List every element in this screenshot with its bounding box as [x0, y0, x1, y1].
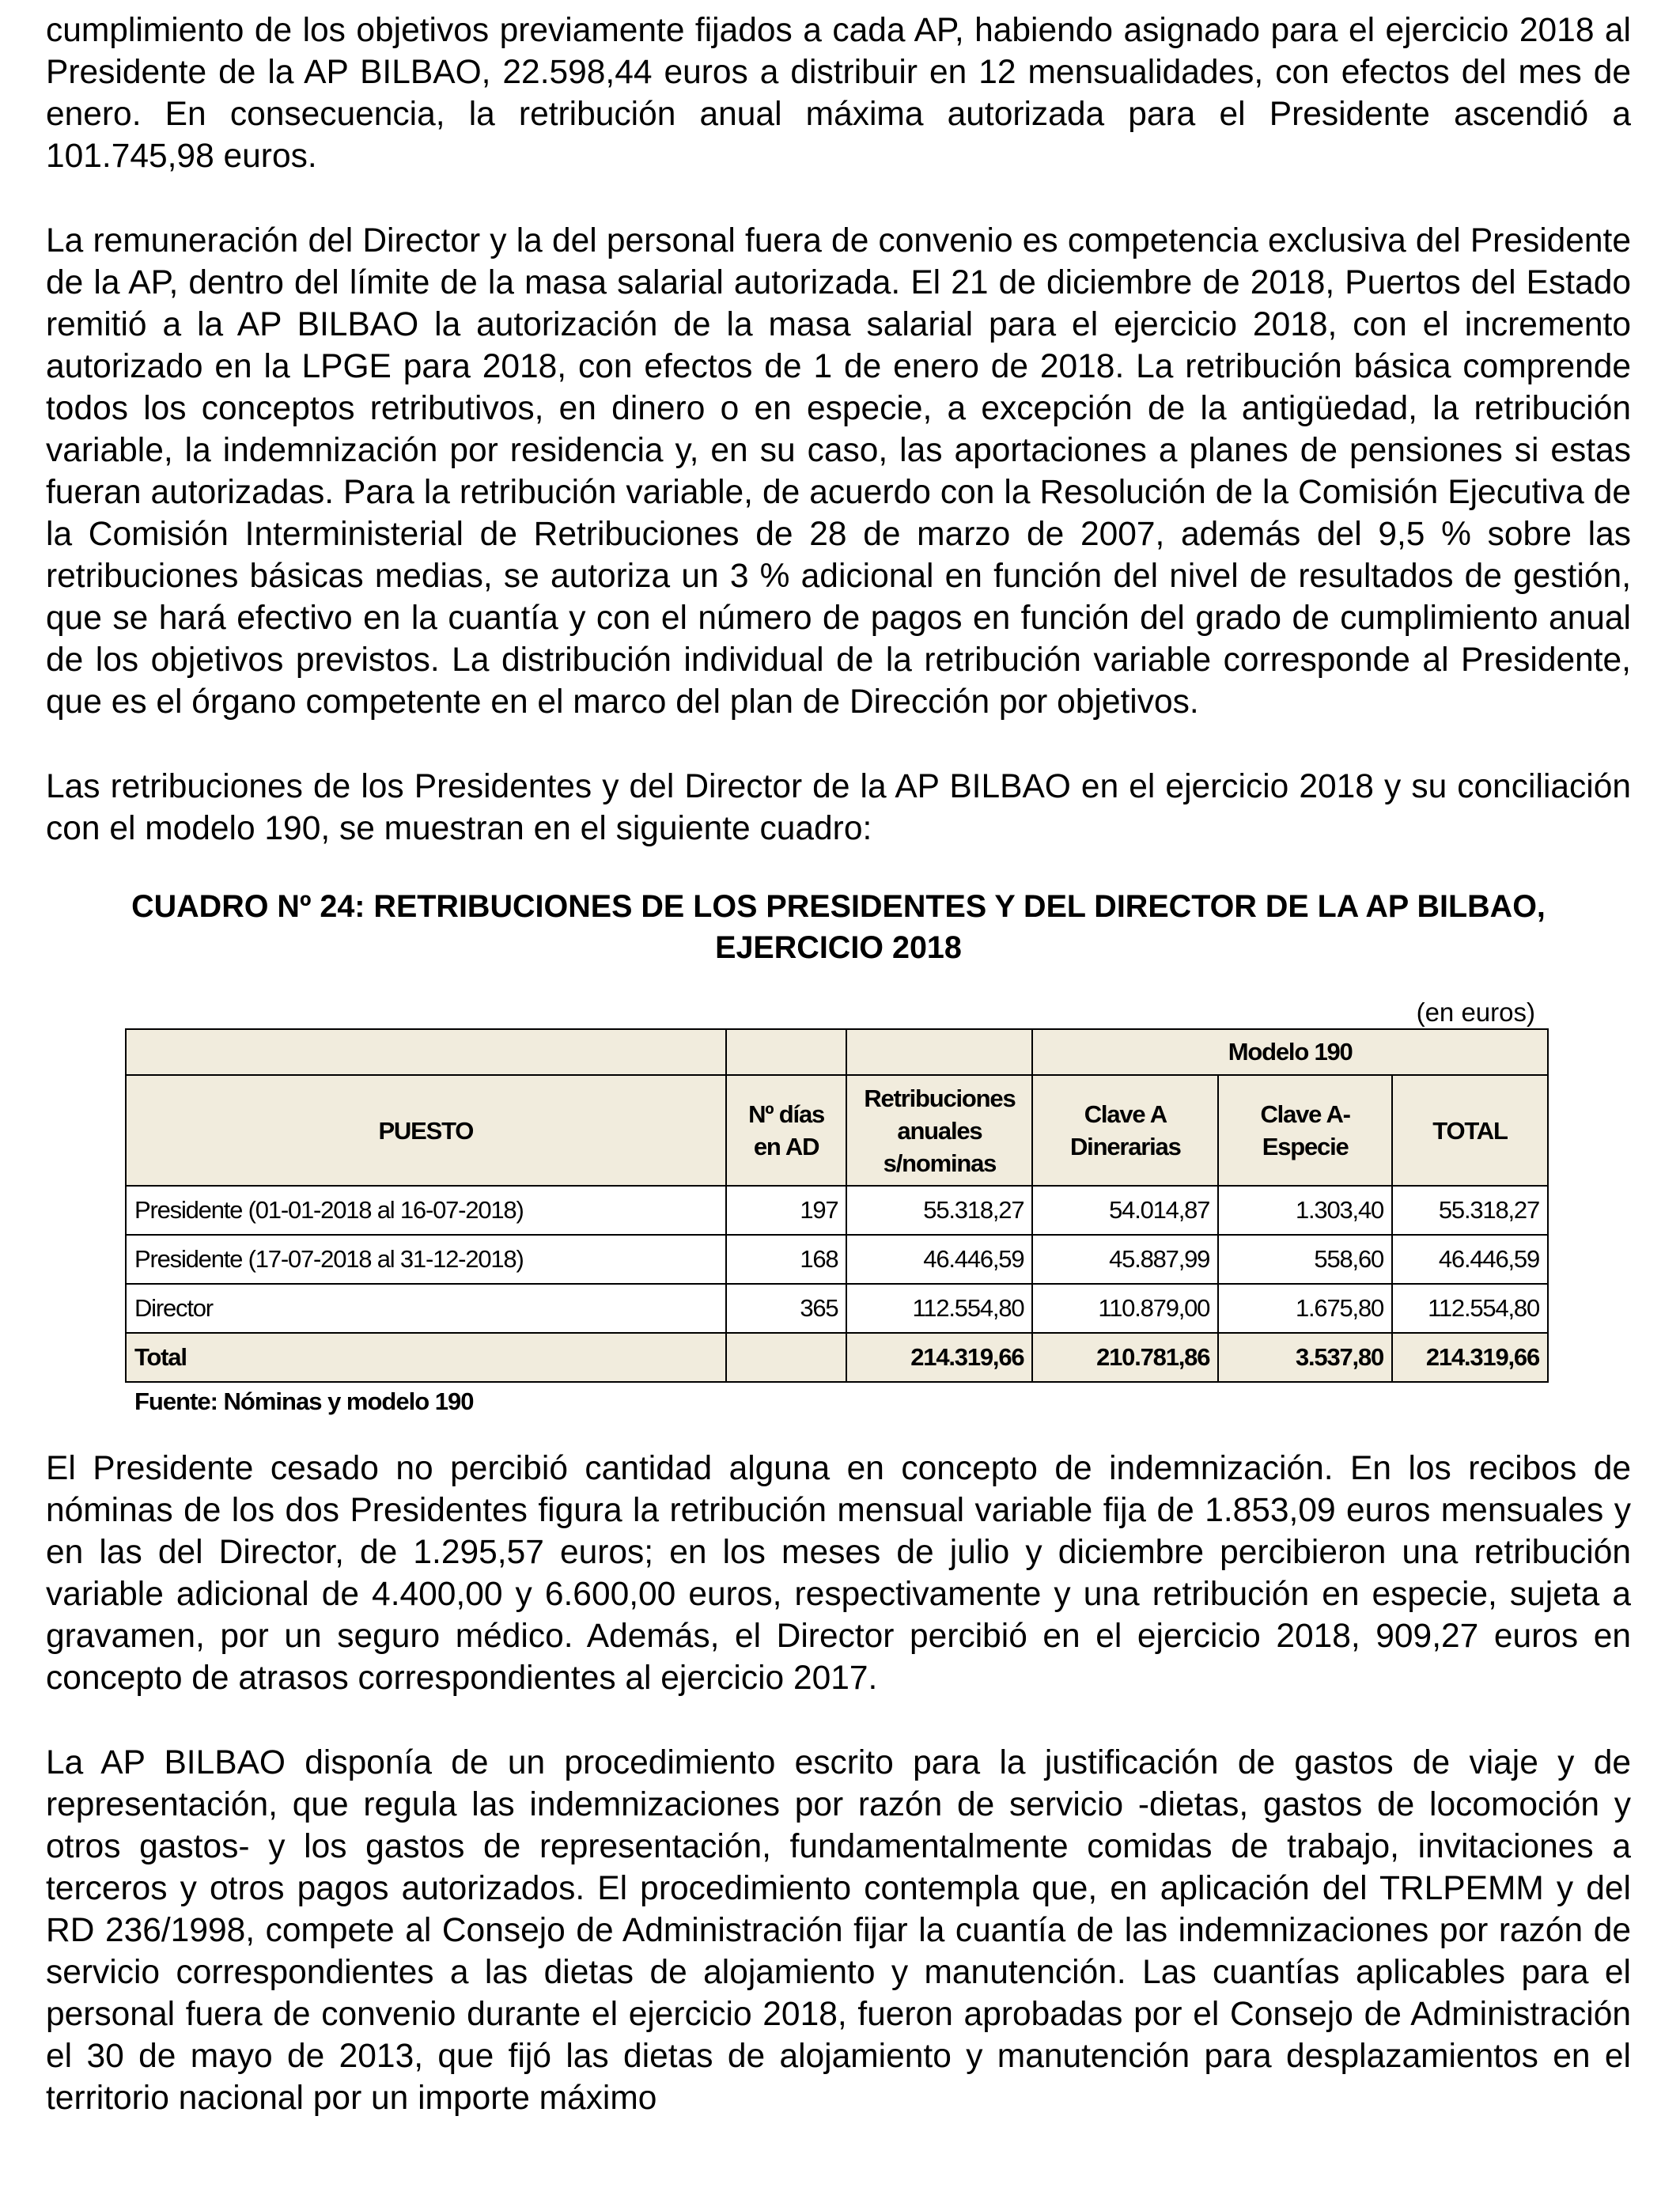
header-puesto: PUESTO	[126, 1075, 726, 1186]
header-retribuciones: Retribuciones anuales s/nominas	[846, 1075, 1032, 1186]
cell-total: 55.318,27	[1392, 1186, 1548, 1235]
cell-retribuciones: 55.318,27	[846, 1186, 1032, 1235]
table-total-row	[126, 1333, 1548, 1382]
header-dias: Nº días en AD	[726, 1075, 847, 1186]
cell-retribuciones: 214.319,66	[846, 1333, 1032, 1382]
cell-dias: 365	[726, 1284, 847, 1333]
header-clave-a: Clave A Dinerarias	[1032, 1075, 1218, 1186]
table-title: CUADRO Nº 24: RETRIBUCIONES DE LOS PRESIDENTES Y DEL DIRECTOR DE LA AP BILBAO, EJERCICIO 2018	[131, 889, 1546, 965]
cell-dias: 168	[726, 1235, 847, 1284]
cell-clave-a: 210.781,86	[1032, 1333, 1218, 1382]
header-empty	[846, 1029, 1032, 1075]
cell-retribuciones: 46.446,59	[846, 1235, 1032, 1284]
table-source: Fuente: Nóminas y modelo 190	[134, 1387, 474, 1415]
cell-clave-a: 45.887,99	[1032, 1235, 1218, 1284]
table-row	[126, 1284, 1548, 1333]
cell-puesto: Presidente (17-07-2018 al 31-12-2018)	[126, 1235, 726, 1284]
cell-total: 214.319,66	[1392, 1333, 1548, 1382]
cell-dias: 197	[726, 1186, 847, 1235]
paragraph: El Presidente cesado no percibió cantidad alguna en concepto de indemnización. En los recibos de nóminas de los dos Presidentes figura la retribución mensual variable fija de 1.853,09 euros mensuales y en las del Director, de 1.295,57 euros; en los meses de julio y diciembre percibieron una retribución variable adicional de 4.400,00 y 6.600,00 euros, respectivamente y una retribución en especie, sujeta a gravamen, por un seguro médico. Además, el Director percibió en el ejercicio 2018, 909,27 euros en concepto de atrasos correspondientes al ejercicio 2017.	[46, 1450, 1631, 1697]
cell-retribuciones: 112.554,80	[846, 1284, 1032, 1333]
header-empty	[726, 1029, 847, 1075]
paragraph: cumplimiento de los objetivos previamente fijados a cada AP, habiendo asignado para el ejercicio 2018 al Presidente de la AP BILBAO, 22.598,44 euros a distribuir en 12 mensualidades, con efectos del mes de enero. En consecuencia, la retribución anual máxima autorizada para el Presidente ascendió a 101.745,98 euros.	[46, 12, 1631, 175]
paragraph: Las retribuciones de los Presidentes y del Director de la AP BILBAO en el ejercicio 2018 y su conciliación con el modelo 190, se muestran en el siguiente cuadro:	[46, 768, 1631, 847]
retribuciones-table	[125, 1028, 1549, 1383]
cell-clave-a-especie: 1.303,40	[1218, 1186, 1392, 1235]
cell-clave-a-especie: 558,60	[1218, 1235, 1392, 1284]
table-row	[126, 1235, 1548, 1284]
paragraph: La AP BILBAO disponía de un procedimiento escrito para la justificación de gastos de viaje y de representación, que regula las indemnizaciones por razón de servicio -dietas, gastos de locomoción y otros gastos- y los gastos de representación, fundamentalmente comidas de trabajo, invitaciones a terceros y otros pagos autorizados. El procedimiento contempla que, en aplicación del TRLPEMM y del RD 236/1998, compete al Consejo de Administración fijar la cuantía de las indemnizaciones por razón de servicio correspondientes a las dietas de alojamiento y manutención. Las cuantías aplicables para el personal fuera de convenio durante el ejercicio 2018, fueron aprobadas por el Consejo de Administración el 30 de mayo de 2013, que fijó las dietas de alojamiento y manutención para desplazamientos en el territorio nacional por un importe máximo	[46, 1744, 1631, 2117]
table-units: (en euros)	[1416, 997, 1535, 1027]
cell-clave-a-especie: 3.537,80	[1218, 1333, 1392, 1382]
header-modelo-190: Modelo 190	[1032, 1029, 1548, 1075]
table-row	[126, 1186, 1548, 1235]
cell-clave-a: 110.879,00	[1032, 1284, 1218, 1333]
header-clave-a-especie: Clave A- Especie	[1218, 1075, 1392, 1186]
cell-puesto: Director	[126, 1284, 726, 1333]
cell-clave-a-especie: 1.675,80	[1218, 1284, 1392, 1333]
cell-total: 112.554,80	[1392, 1284, 1548, 1333]
header-empty	[126, 1029, 726, 1075]
cell-dias	[726, 1333, 847, 1382]
header-total: TOTAL	[1392, 1075, 1548, 1186]
cell-total: 46.446,59	[1392, 1235, 1548, 1284]
paragraph: La remuneración del Director y la del personal fuera de convenio es competencia exclusiva del Presidente de la AP, dentro del límite de la masa salarial autorizada. El 21 de diciembre de 2018, Puertos del Estado remitió a la AP BILBAO la autorización de la masa salarial para el ejercicio 2018, con el incremento autorizado en la LPGE para 2018, con efectos de 1 de enero de 2018. La retribución básica comprende todos los conceptos retributivos, en dinero o en especie, a excepción de la antigüedad, la retribución variable, la indemnización por residencia y, en su caso, las aportaciones a planes de pensiones si estas fueran autorizadas. Para la retribución variable, de acuerdo con la Resolución de la Comisión Ejecutiva de la Comisión Interministerial de Retribuciones de 28 de marzo de 2007, además del 9,5 % sobre las retribuciones básicas medias, se autoriza un 3 % adicional en función del nivel de resultados de gestión, que se hará efectivo en la cuantía y con el número de pagos en función del grado de cumplimiento anual de los objetivos previstos. La distribución individual de la retribución variable corresponde al Presidente, que es el órgano competente en el marco del plan de Dirección por objetivos.	[46, 222, 1631, 721]
cell-clave-a: 54.014,87	[1032, 1186, 1218, 1235]
cell-puesto: Presidente (01-01-2018 al 16-07-2018)	[126, 1186, 726, 1235]
document-page	[46, 9, 1631, 2119]
cell-puesto: Total	[126, 1333, 726, 1382]
